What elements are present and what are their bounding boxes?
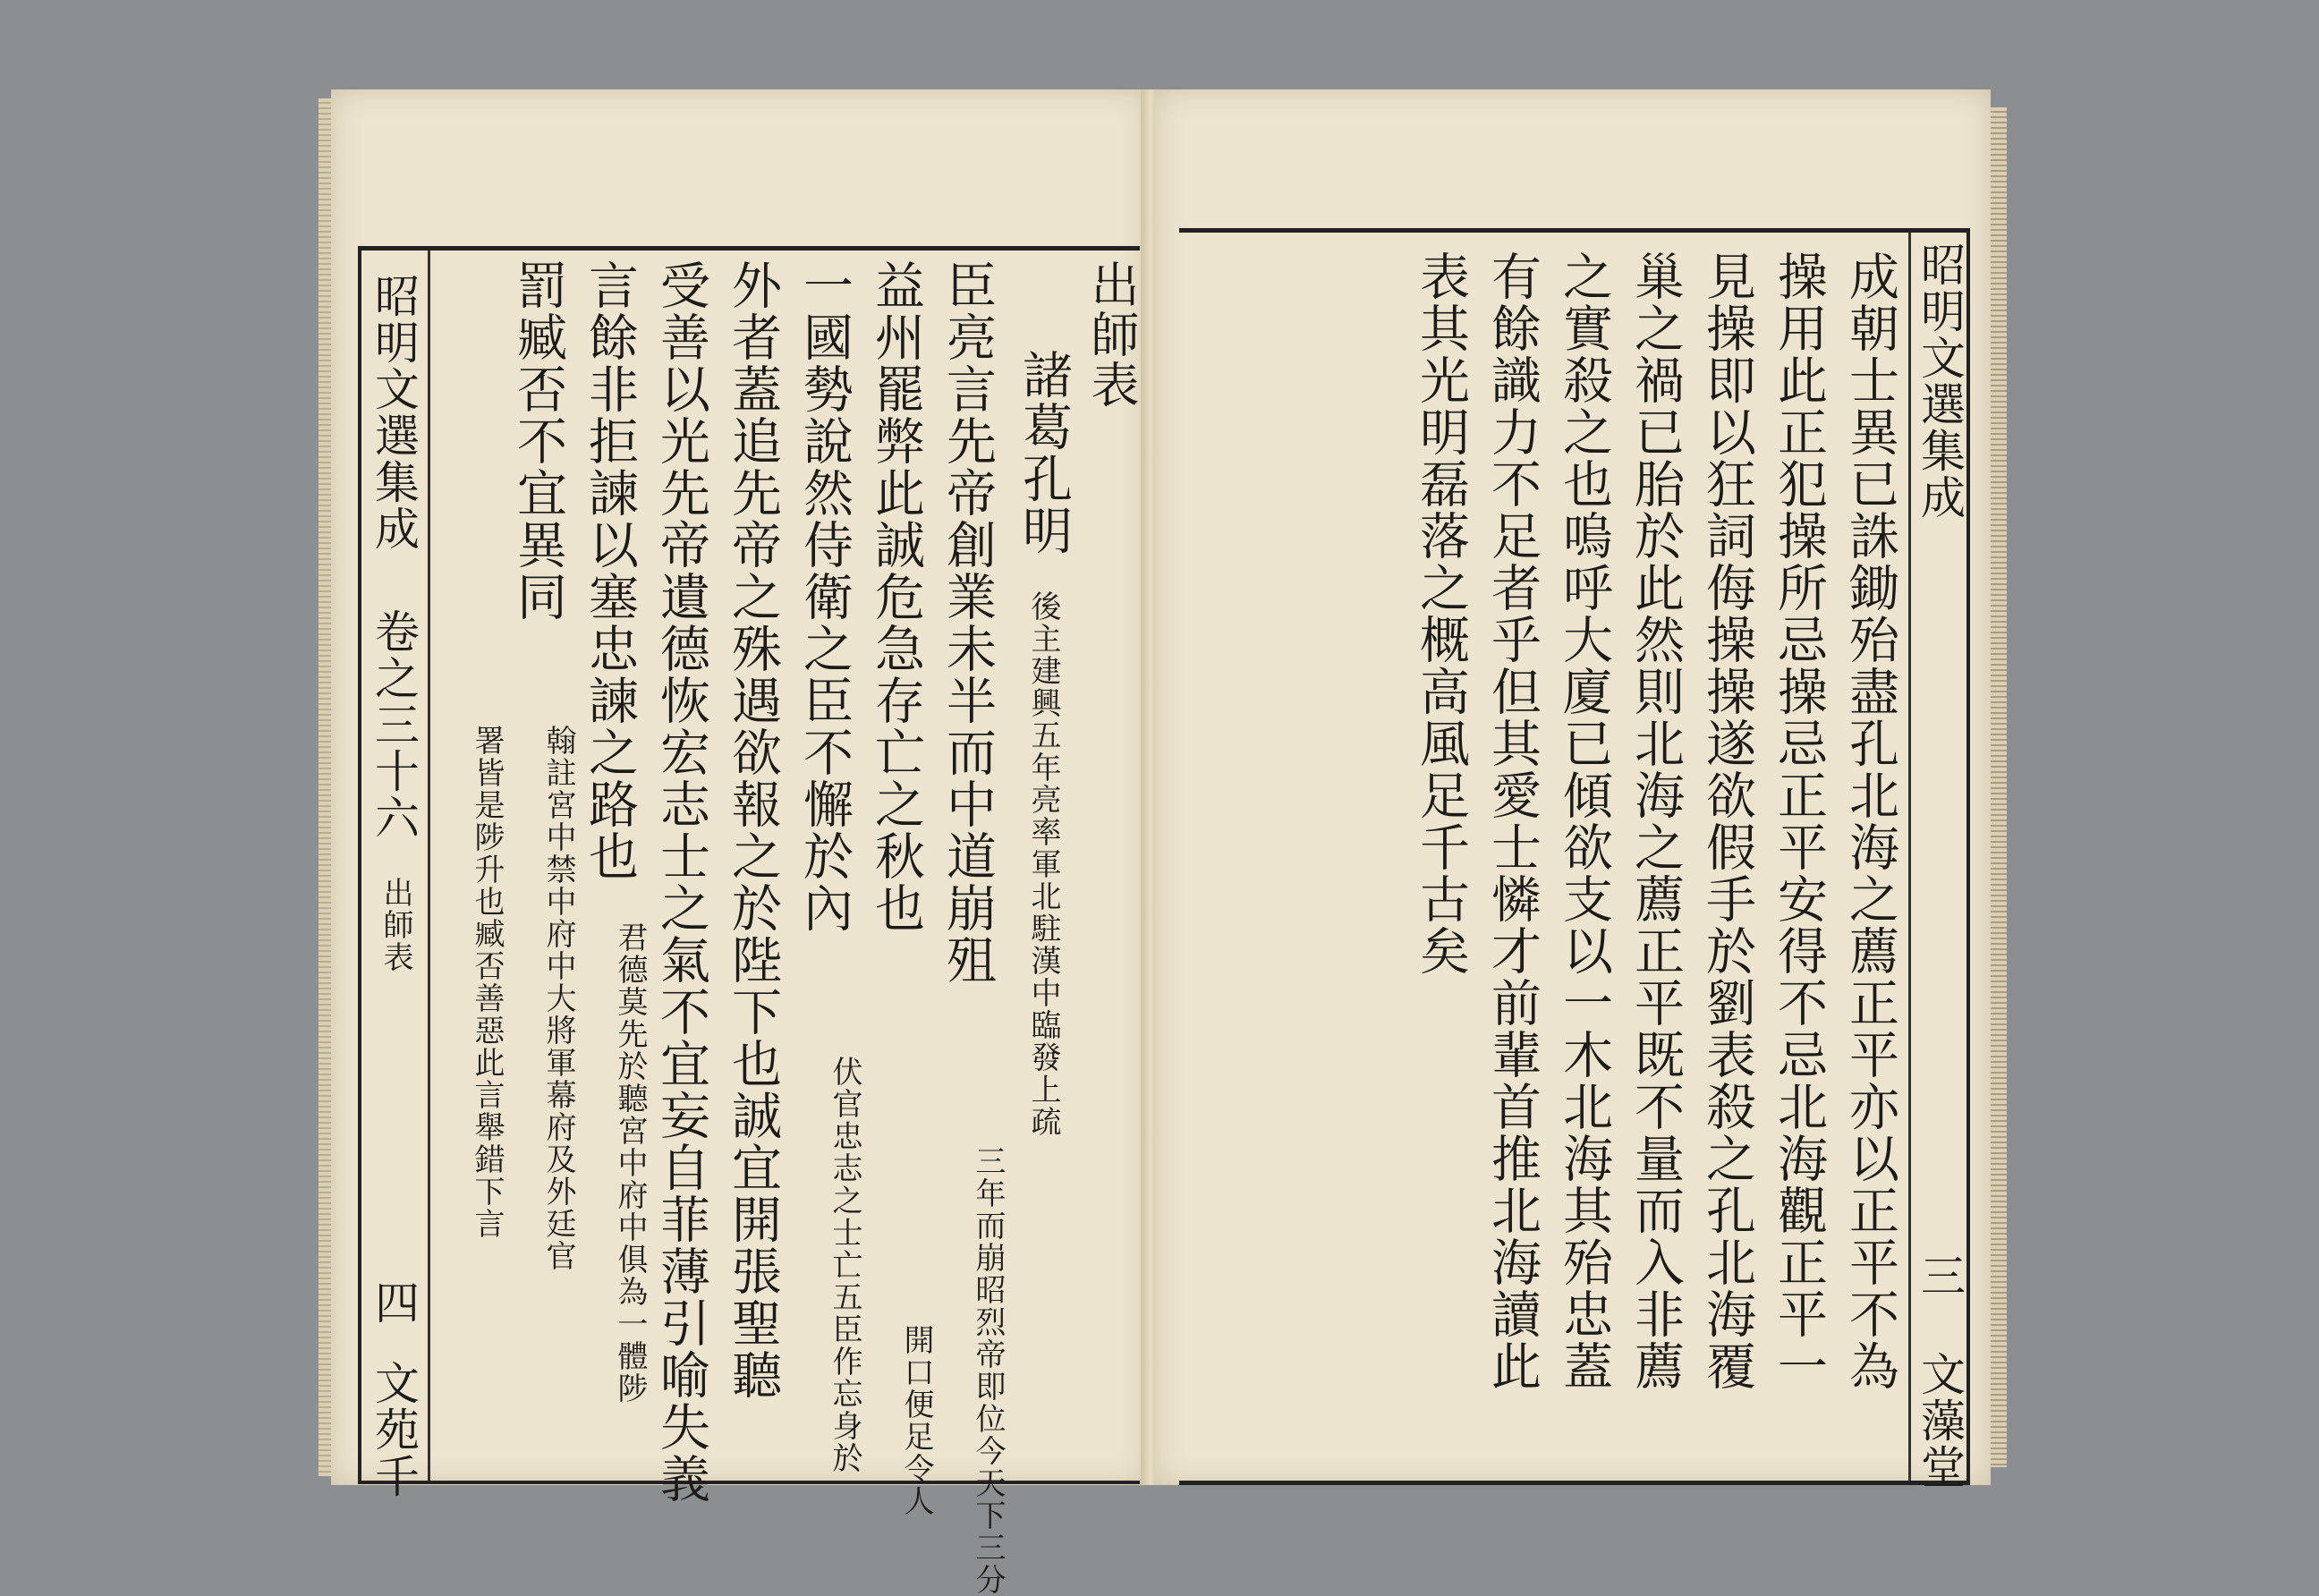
right-column-7: 表其光明磊落之概高風足千古矣 bbox=[1412, 250, 1470, 977]
right-column-4: 巢之禍已胎於此然則北海之薦正平既不量而入非薦 bbox=[1627, 250, 1685, 1392]
author-note: 後主建興五年亮率軍北駐漢中臨發上疏 bbox=[1025, 590, 1061, 1138]
right-column-5: 之實殺之也嗚呼大廈已傾欲支以一木北海其殆忠蓋 bbox=[1555, 250, 1613, 1392]
note-column-7a: 翰註宮中禁中府中大將軍幕府及外廷官 bbox=[540, 725, 576, 1272]
left-margin-volume: 卷之三十六 bbox=[368, 608, 420, 841]
left-text-frame bbox=[358, 246, 1140, 1596]
text-column-4: 外者蓋追先帝之殊遇欲報之於陛下也誠宜開張聖聽 bbox=[724, 259, 782, 1401]
text-column-5: 受善以光先帝遺德恢宏志士之氣不宜妄自菲薄引喻失義 bbox=[652, 259, 710, 1505]
note-column-2: 開口便足令人 bbox=[898, 1324, 934, 1517]
page-edges-right bbox=[1991, 107, 2007, 1467]
margin-divider bbox=[428, 250, 430, 1481]
right-margin-folio: 三 bbox=[1914, 1252, 1966, 1299]
text-column-6: 言餘非拒諫以塞忠諫之路也 bbox=[581, 259, 639, 882]
left-margin-chapter: 出師表 bbox=[378, 877, 413, 973]
right-page bbox=[1154, 89, 1991, 1490]
text-column-2: 益州罷弊此誠危急存亡之秋也 bbox=[867, 259, 925, 934]
note-column-3: 伏官忠志之士亡五臣作忘身於 bbox=[827, 1056, 862, 1474]
note-column-6: 君德莫先於聽宮中府中俱為一體陟 bbox=[612, 921, 648, 1405]
text-column-1: 臣亮言先帝創業未半而中道崩殂 bbox=[939, 259, 997, 986]
note-column-7b: 署皆是陟升也臧否善惡此言舉錯下言 bbox=[469, 725, 505, 1240]
right-column-2: 操用此正犯操所忌操忌正平安得不忌北海觀正平一 bbox=[1770, 250, 1828, 1392]
right-margin-title: 昭明文選集成 bbox=[1914, 242, 1966, 521]
left-margin-title: 昭明文選集成 bbox=[368, 273, 420, 552]
left-margin-publisher: 文苑千 bbox=[368, 1360, 420, 1499]
text-column-7: 罰臧否不宜異同 bbox=[509, 259, 567, 623]
right-column-6: 有餘識力不足者乎但其愛士憐才前輩首推北海讀此 bbox=[1483, 250, 1542, 1392]
right-margin-publisher: 文藻堂 bbox=[1914, 1351, 1966, 1490]
section-title: 出師表 bbox=[1083, 259, 1140, 410]
left-page bbox=[331, 89, 1150, 1596]
left-margin-folio: 四 bbox=[368, 1279, 420, 1326]
text-column-3: 一國勢說然侍衛之臣不懈於內 bbox=[795, 259, 854, 934]
right-column-1: 成朝士異已誅鋤殆盡孔北海之薦正平亦以正平不為 bbox=[1841, 250, 1899, 1392]
page-edges-left bbox=[319, 98, 331, 1476]
right-margin-divider bbox=[1908, 233, 1911, 1481]
note-column-1: 三年而崩昭烈帝即位今天下三分 bbox=[970, 1145, 1006, 1596]
right-text-frame bbox=[1179, 228, 1970, 1490]
right-column-3: 見操即以狂詞侮操操遂欲假手於劉表殺之孔北海覆 bbox=[1698, 250, 1756, 1392]
open-book bbox=[331, 89, 1991, 1596]
author-name: 諸葛孔明 bbox=[1015, 349, 1073, 556]
